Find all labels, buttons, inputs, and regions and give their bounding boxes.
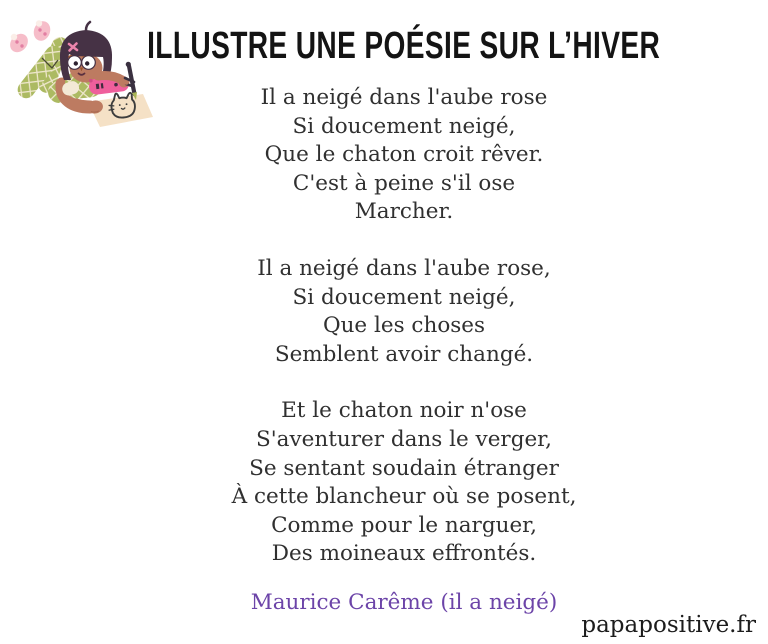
- worksheet-content: [40, 0, 768, 617]
- watermark: papapositive.fr: [581, 612, 756, 638]
- poem-line: Et le chaton noir n'ose: [281, 398, 527, 424]
- poem-stanza-3: [40, 397, 768, 569]
- poem-line: C'est à peine s'il ose: [292, 170, 516, 196]
- poem-line: Que les choses: [322, 313, 486, 339]
- poem-line: À cette blancheur où se posent,: [231, 484, 577, 510]
- poem-line: Se sentant soudain étranger: [249, 455, 559, 481]
- poem-attribution: Maurice Carême (il a neigé): [250, 589, 558, 615]
- poem-line: Semblent avoir changé.: [274, 341, 534, 367]
- poem-line: S'aventurer dans le verger,: [256, 426, 552, 452]
- poem-line: Marcher.: [354, 199, 454, 225]
- poem-line: Si doucement neigé,: [292, 113, 516, 139]
- poem-line: Si doucement neigé,: [292, 284, 516, 310]
- poem-line: Que le chaton croit rêver.: [264, 142, 544, 168]
- poem-line: Il a neigé dans l'aube rose,: [257, 255, 551, 281]
- page-title-text: ILLUSTRE UNE POÉSIE SUR L’HIVER: [147, 25, 661, 67]
- poem: [40, 84, 768, 569]
- poem-stanza-2: [40, 255, 768, 369]
- page-title: [40, 26, 768, 66]
- poem-line: Comme pour le narguer,: [271, 512, 537, 538]
- poem-line: Il a neigé dans l'aube rose: [260, 85, 548, 110]
- poem-stanza-1: [40, 84, 768, 227]
- poem-line: Des moineaux effrontés.: [271, 541, 537, 567]
